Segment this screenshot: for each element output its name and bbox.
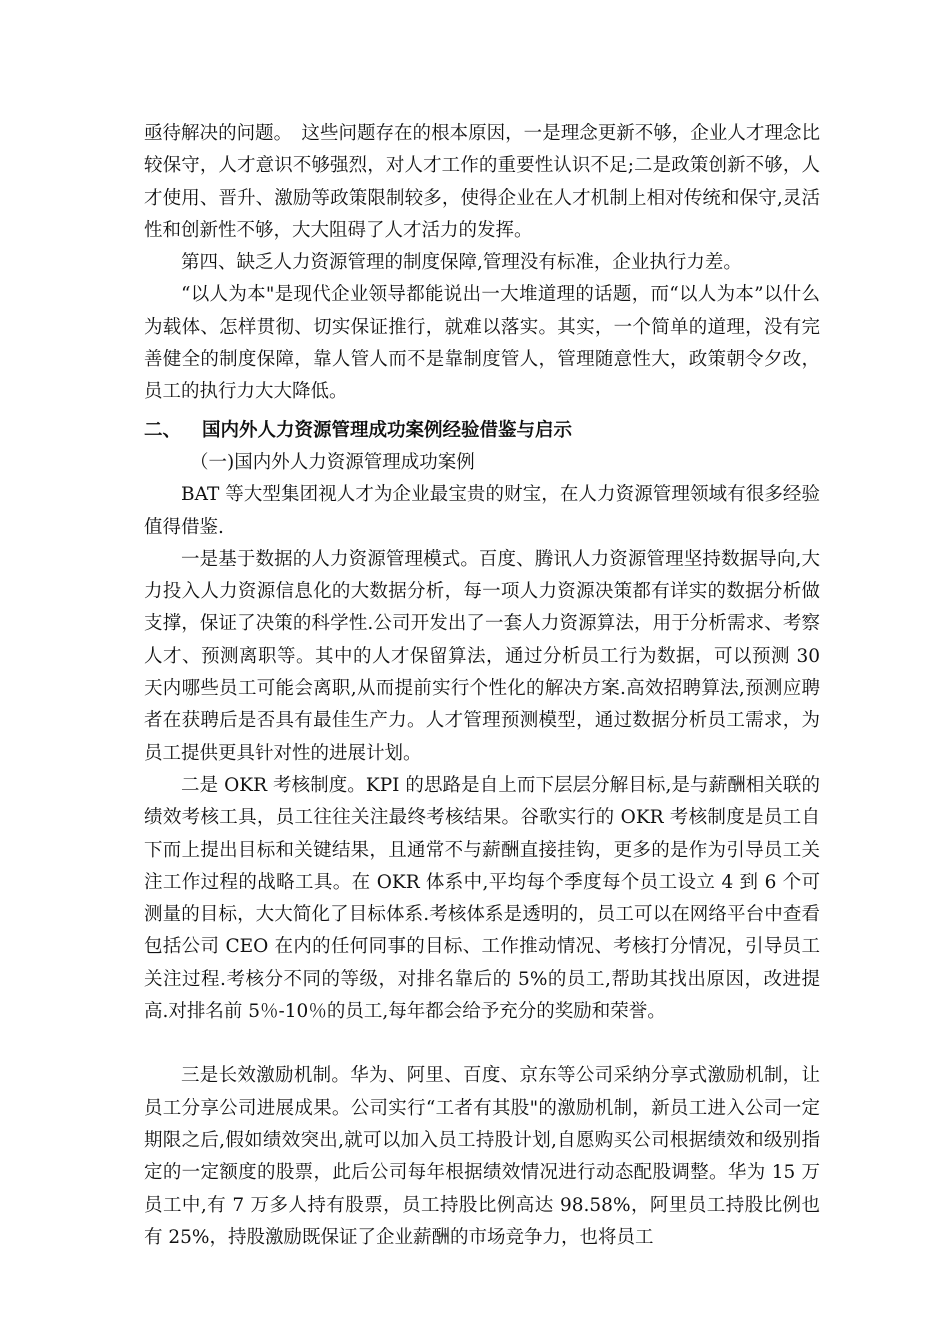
paragraph-root-causes: 亟待解决的问题。 这些问题存在的根本原因，一是理念更新不够，企业人才理念比较保守，人才意识不够强烈，对人才工作的重要性认识不足;二是政策创新不够，人才使用、晋升、激励等政策限制较多，使得企业在人才机制上相对传统和保守,灵活性和创新性不够，大大阻碍了人才活力的发挥。 bbox=[144, 123, 820, 241]
subsection-heading: （一)国内外人力资源管理成功案例 bbox=[190, 451, 475, 473]
section-number: 二、 bbox=[144, 419, 182, 441]
paragraph-point-four: 第四、缺乏人力资源管理的制度保障,管理没有标准，企业执行力差。 bbox=[181, 252, 742, 274]
section-heading bbox=[144, 415, 820, 447]
paragraph-okr: 二是 OKR 考核制度。KPI 的思路是自上而下层层分解目标,是与薪酬相关联的绩效考核工具，员工往往关注最终考核结果。谷歌实行的 OKR 考核制度是员工自下而上提出目标和关键结果，且通常不与薪酬直接挂钩，更多的是作为引导员工关注工作过程的战略工具。在 OKR 体系中,平均每个季度每个员工设立 4 到 6 个可测量的目标，大大简化了目标体系.考核体系是透明的，员工可以在网络平台中查看包括公司 CEO 在内的任何同事的目标、工作推动情况、考核打分情况，引导员工关注过程.考核分不同的等级，对排名靠后的 5%的员工,帮助其找出原因，改进提高.对排名前 5％-10％的员工,每年都会给予充分的奖励和荣誉。 bbox=[144, 774, 820, 1023]
paragraph-bat-intro: BAT 等大型集团视人才为企业最宝贵的财宝，在人力资源管理领域有很多经验值得借鉴. bbox=[144, 484, 820, 538]
paragraph-long-term-incentive: 三是长效激励机制。华为、阿里、百度、京东等公司采纳分享式激励机制，让员工分享公司进展成果。公司实行“工者有其股"的激励机制，新员工进入公司一定期限之后,假如绩效突出,就可以加入员工持股计划,自愿购买公司根据绩效和级别指定的一定额度的股票，此后公司每年根据绩效情况进行动态配股调整。华为 15 万员工中,有 7 万多人持有股票，员工持股比例高达 98.58%，阿里员工持股比例也有 25%，持股激励既保证了企业薪酬的市场竞争力，也将员工 bbox=[144, 1065, 820, 1248]
paragraph-people-oriented: “以人为本"是现代企业领导都能说出一大堆道理的话题，而“以人为本”以什么为载体、怎样贯彻、切实保证推行，就难以落实。其实，一个简单的道理，没有完善健全的制度保障，靠人管人而不是靠制度管人，管理随意性大，政策朝令夕改，员工的执行力大大降低。 bbox=[144, 284, 820, 403]
document-body bbox=[144, 118, 820, 1254]
section-title: 国内外人力资源管理成功案例经验借鉴与启示 bbox=[202, 419, 573, 441]
paragraph-data-driven-hr: 一是基于数据的人力资源管理模式。百度、腾讯人力资源管理坚持数据导向,大力投入人力资源信息化的大数据分析，每一项人力资源决策都有详实的数据分析做支撑，保证了决策的科学性.公司开发出了一套人力资源算法，用于分析需求、考察人才、预测离职等。其中的人才保留算法，通过分析员工行为数据，可以预测 30 天内哪些员工可能会离职,从而提前实行个性化的解决方案.高效招聘算法,预测应聘者在获聘后是否具有最佳生产力。人才管理预测模型，通过数据分析员工需求，为员工提供更具针对性的进展计划。 bbox=[144, 548, 820, 764]
